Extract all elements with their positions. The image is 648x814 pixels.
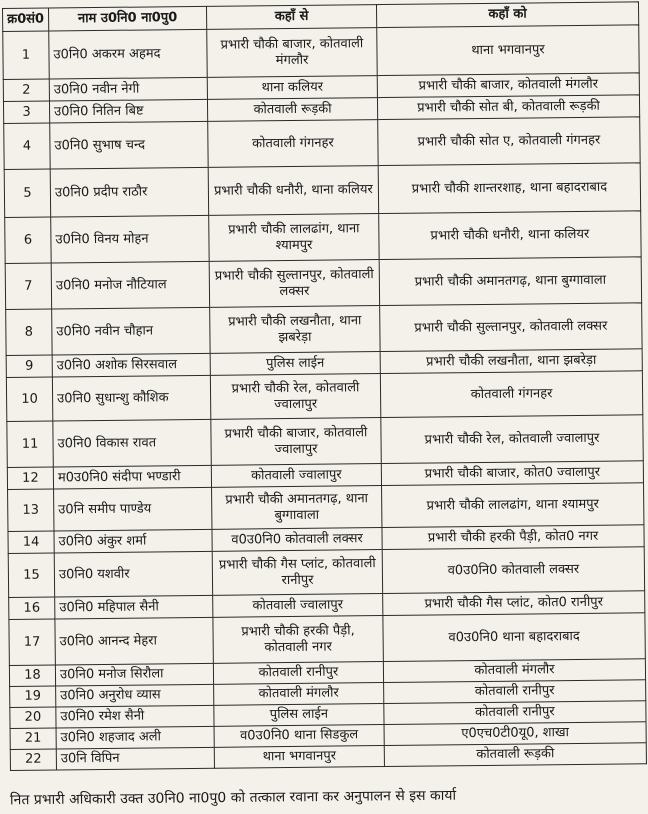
cell-from: प्रभारी चौकी बाजार, कोतवाली मंगलौर [207,28,377,78]
cell-to: प्रभारी चौकी बाजार, कोतवाली मंगलौर [377,73,639,98]
cell-from: कोतवाली ज्वालापुर [213,594,383,618]
cell-name: उ0नि0 मनोज सिरौला [55,663,213,686]
table-row [3,25,639,80]
cell-from: प्रभारी चौकी हरकी पैड़ी, कोतवाली नगर [213,616,383,664]
cell-name: उ0नि समीप पाण्डेय [54,487,212,531]
cell-name: उ0नि0 यशवीर [54,551,212,597]
cell-serial-no: 4 [4,123,50,169]
cell-serial-no: 11 [7,421,53,467]
cell-from: प्रभारी चौकी रेल, कोतवाली ज्वालापुर [210,374,380,420]
cell-from: प्रभारी चौकी गैस प्लांट, कोतवाली रानीपुर [212,550,382,596]
cell-to: कोतवाली रानीपुर [384,680,646,704]
cell-serial-no: 6 [5,217,51,263]
cell-serial-no: 5 [4,169,51,217]
cell-to: ए0एच0टी0यू0, शाखा [384,722,646,746]
cell-name: उ0नि0 विकास रावत [53,419,211,467]
cell-to: प्रभारी चौकी हरकी पैड़ी, कोत0 नगर [382,525,644,550]
cell-serial-no: 21 [10,728,56,749]
cell-from: कोतवाली मंगलौर [214,683,384,706]
table-row [6,371,642,422]
table-row [8,547,644,598]
cell-serial-no: 22 [10,749,56,770]
cell-serial-no: 7 [5,263,51,309]
cell-from: कोतवाली गंगनहर [208,120,378,168]
cell-from: कोतवाली रानीपुर [213,662,383,685]
cell-to: व0उ0नि0 थाना बहादराबाद [383,613,645,662]
cell-name: उ0नि0 अंकुर शर्मा [54,529,212,553]
cell-name: उ0नि0 नवीन चौहान [52,307,210,355]
cell-serial-no: 13 [8,489,54,531]
cell-to: कोतवाली मंगलौर [383,659,645,683]
cell-to: प्रभारी चौकी बाजार, कोत0 ज्वालापुर [381,461,643,486]
header-from: कहाँ से [206,5,376,30]
cell-serial-no: 18 [9,665,55,686]
table-row [9,613,645,666]
cell-to: प्रभारी चौकी सुल्तानपुर, कोतवाली लक्सर [380,303,642,352]
table-row [5,211,641,264]
cell-to: प्रभारी चौकी सोत बी, कोतवाली रूड़की [377,95,639,120]
cell-from: थाना भगवानपुर [214,746,384,769]
cell-to: प्रभारी चौकी रेल, कोतवाली ज्वालापुर [381,415,643,464]
cell-to: प्रभारी चौकी लालढांग, थाना श्यामपुर [382,483,644,528]
cell-from: व0उ0नि0 कोतवाली लक्सर [212,528,382,552]
header-serial-no: क्र0सं0 [3,8,49,31]
cell-to: व0उ0नि0 कोतवाली लक्सर [382,547,644,594]
cell-to: प्रभारी चौकी अमानतगढ़, थाना बुग्गावाला [379,257,641,306]
cell-serial-no: 17 [9,619,55,665]
cell-serial-no: 2 [3,79,49,101]
table-row [7,415,643,468]
cell-from: पुलिस लाईन [214,704,384,727]
cell-to: प्रभारी चौकी सोत ए, कोतवाली गंगनहर [378,117,640,166]
cell-from: प्रभारी चौकी बाजार, कोतवाली ज्वालापुर [211,418,381,466]
cell-serial-no: 12 [7,467,53,489]
cell-from: प्रभारी चौकी धनौरी, थाना कलियर [208,166,378,216]
cell-from: कोतवाली ज्वालापुर [211,464,381,488]
cell-name: उ0नि0 रमेश सैनी [56,705,214,728]
transfer-table [2,1,647,771]
cell-to: प्रभारी चौकी लखनौता, थाना झबरेड़ा [380,349,642,374]
cell-name: उ0नि0 सुधान्शु कौशिक [52,375,210,421]
header-name: नाम उ0नि0 ना0पु0 [49,6,207,31]
cell-serial-no: 10 [6,377,52,421]
cell-serial-no: 8 [6,309,52,355]
cell-serial-no: 15 [8,553,54,597]
cell-name: उ0नि0 महिपाल सैनी [55,595,213,619]
cell-to: प्रभारी चौकी शान्तरशाह, थाना बहादराबाद [378,163,640,214]
cell-from: पुलिस लाईन [210,352,380,376]
cell-from: प्रभारी चौकी सुल्तानपुर, कोतवाली लक्सर [209,260,379,308]
cell-from: प्रभारी चौकी लालढांग, थाना श्यामपुर [209,214,379,262]
cell-to: प्रभारी चौकी धनौरी, थाना कलियर [379,211,641,260]
cell-name: उ0नि0 नितिन बिष्ट [49,99,207,123]
cell-to: कोतवाली गंगनहर [380,371,642,418]
cell-from: कोतवाली रूड़की [207,98,377,122]
table-row [4,163,640,218]
cell-serial-no: 9 [6,355,52,377]
cell-to: प्रभारी चौकी गैस प्लांट, कोत0 रानीपुर [383,591,645,616]
cell-name: उ0नि0 मनोज नौटियाल [51,261,209,309]
footer-instruction-text: नित प्रभारी अधिकारी उक्त उ0नि0 ना0पु0 को तत्काल रवाना कर अनुपालन से इस कार्या [9,787,457,809]
cell-serial-no: 3 [3,101,49,123]
cell-name: उ0नि विपिन [56,747,214,770]
cell-from: व0उ0नि0 थाना सिडकुल [214,725,384,748]
table-row [6,303,642,356]
cell-serial-no: 19 [10,686,56,707]
cell-name: उ0नि0 अकरम अहमद [49,29,207,79]
cell-name: उ0नि0 अशोक सिरसवाल [52,353,210,377]
cell-to: थाना भगवानपुर [377,25,639,76]
table-body [3,25,647,771]
cell-serial-no: 1 [3,31,50,79]
cell-from: थाना कलियर [207,76,377,100]
cell-name: उ0नि0 आनन्द मेहरा [55,617,213,665]
cell-name: उ0नि0 सुभाष चन्द [50,121,208,169]
cell-name: उ0नि0 शहजाद अली [56,726,214,749]
cell-name: उ0नि0 अनुरोध व्यास [56,684,214,707]
cell-serial-no: 20 [10,707,56,728]
cell-name: म0उ0नि0 संदीपा भण्डारी [53,465,211,489]
table-row [4,117,640,170]
cell-name: उ0नि0 विनय मोहन [51,215,209,263]
cell-to: कोतवाली रूड़की [384,743,646,767]
header-to: कहाँ को [376,2,638,28]
cell-serial-no: 16 [9,597,55,619]
table-row [5,257,641,310]
cell-to: कोतवाली रानीपुर [384,701,646,725]
table-row [8,483,644,532]
cell-name: उ0नि0 नवीन नेगी [49,77,207,101]
cell-from: प्रभारी चौकी लखनौता, थाना झबरेड़ा [210,306,380,354]
cell-serial-no: 14 [8,531,54,553]
cell-name: उ0नि0 प्रदीप राठौर [50,167,208,217]
cell-from: प्रभारी चौकी अमानतगढ़, थाना बुग्गावाला [212,486,382,530]
